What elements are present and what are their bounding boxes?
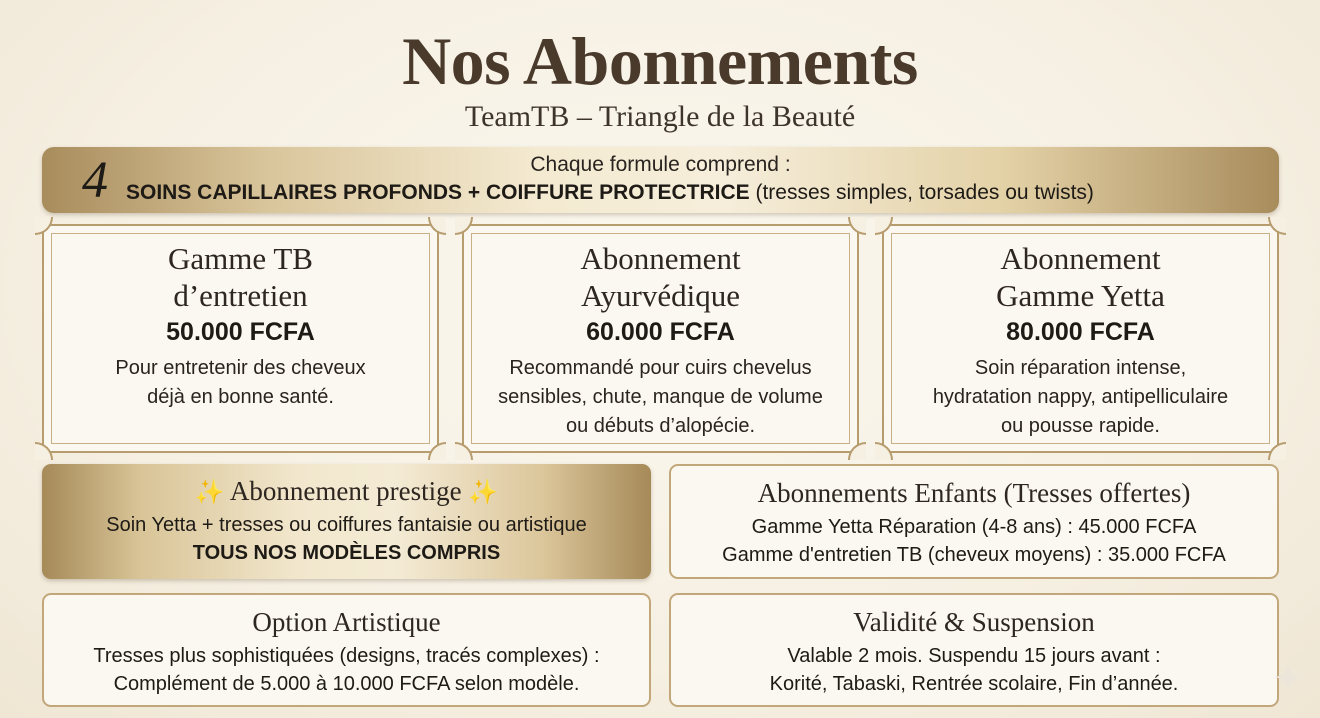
card-gamme-yetta[interactable] [882, 224, 1279, 453]
enfants-box[interactable] [669, 464, 1279, 579]
banner-number: 4 [82, 152, 108, 209]
validite-line1: Valable 2 mois. Suspendu 15 jours avant : [787, 645, 1161, 667]
enfants-line2: Gamme d'entretien TB (cheveux moyens) : 35.000 FCFA [722, 544, 1226, 566]
prestige-line1: Soin Yetta + tresses ou coiffures fantaisie ou artistique [106, 514, 587, 536]
card-price: 50.000 FCFA [166, 318, 315, 346]
banner-detail: (tresses simples, torsades ou twists) [749, 181, 1094, 204]
prestige-title: ✨ Abonnement prestige ✨ [194, 476, 499, 506]
validite-line2: Korité, Tabaski, Rentrée scolaire, Fin d’année. [769, 673, 1179, 695]
page-subtitle: TeamTB – Triangle de la Beauté [464, 100, 856, 133]
enfants-title-note: (Tresses offertes) [1003, 478, 1191, 508]
card-gamme-tb[interactable] [42, 224, 439, 453]
card-description: Recommandé pour cuirs chevelus sensibles, chute, manque de volume ou débuts d’alopécie. [498, 357, 823, 437]
validite-title: Validité & Suspension [853, 607, 1095, 637]
card-price: 60.000 FCFA [586, 318, 735, 346]
enfants-title: Abonnements Enfants (Tresses offertes) [757, 478, 1191, 508]
formula-banner [42, 147, 1279, 213]
sparkle-icon: ✨ [194, 478, 225, 506]
artistique-title: Option Artistique [252, 607, 441, 637]
prestige-line2: TOUS NOS MODÈLES COMPRIS [192, 542, 501, 564]
artistique-line1: Tresses plus sophistiquées (designs, tracés complexes) : [93, 645, 600, 667]
card-description: Soin réparation intense, hydratation nappy, antipelliculaire ou pousse rapide. [932, 357, 1229, 437]
card-description: Pour entretenir des cheveux déjà en bonne santé. [115, 357, 366, 408]
banner-content [126, 181, 1094, 205]
card-ayurvedique[interactable] [462, 224, 859, 453]
banner-bold-text: SOINS CAPILLAIRES PROFONDS + COIFFURE PROTECTRICE [126, 181, 750, 204]
artistique-line2: Complément de 5.000 à 10.000 FCFA selon modèle. [113, 673, 580, 695]
sparkle-icon: ✨ [468, 478, 499, 506]
four-point-star-icon: ✦ [1272, 656, 1304, 700]
artistique-box[interactable] [42, 593, 651, 707]
prestige-box[interactable] [42, 464, 651, 579]
card-price: 80.000 FCFA [1006, 318, 1155, 346]
banner-intro: Chaque formule comprend : [530, 153, 791, 176]
card-title: Abonnement Ayurvédique [580, 241, 741, 313]
card-title: Abonnement Gamme Yetta [996, 241, 1165, 313]
card-title: Gamme TB d’entretien [168, 241, 313, 313]
page-title: Nos Abonnements [402, 23, 918, 99]
validite-box[interactable] [669, 593, 1279, 707]
enfants-line1: Gamme Yetta Réparation (4-8 ans) : 45.000 FCFA [751, 516, 1197, 538]
